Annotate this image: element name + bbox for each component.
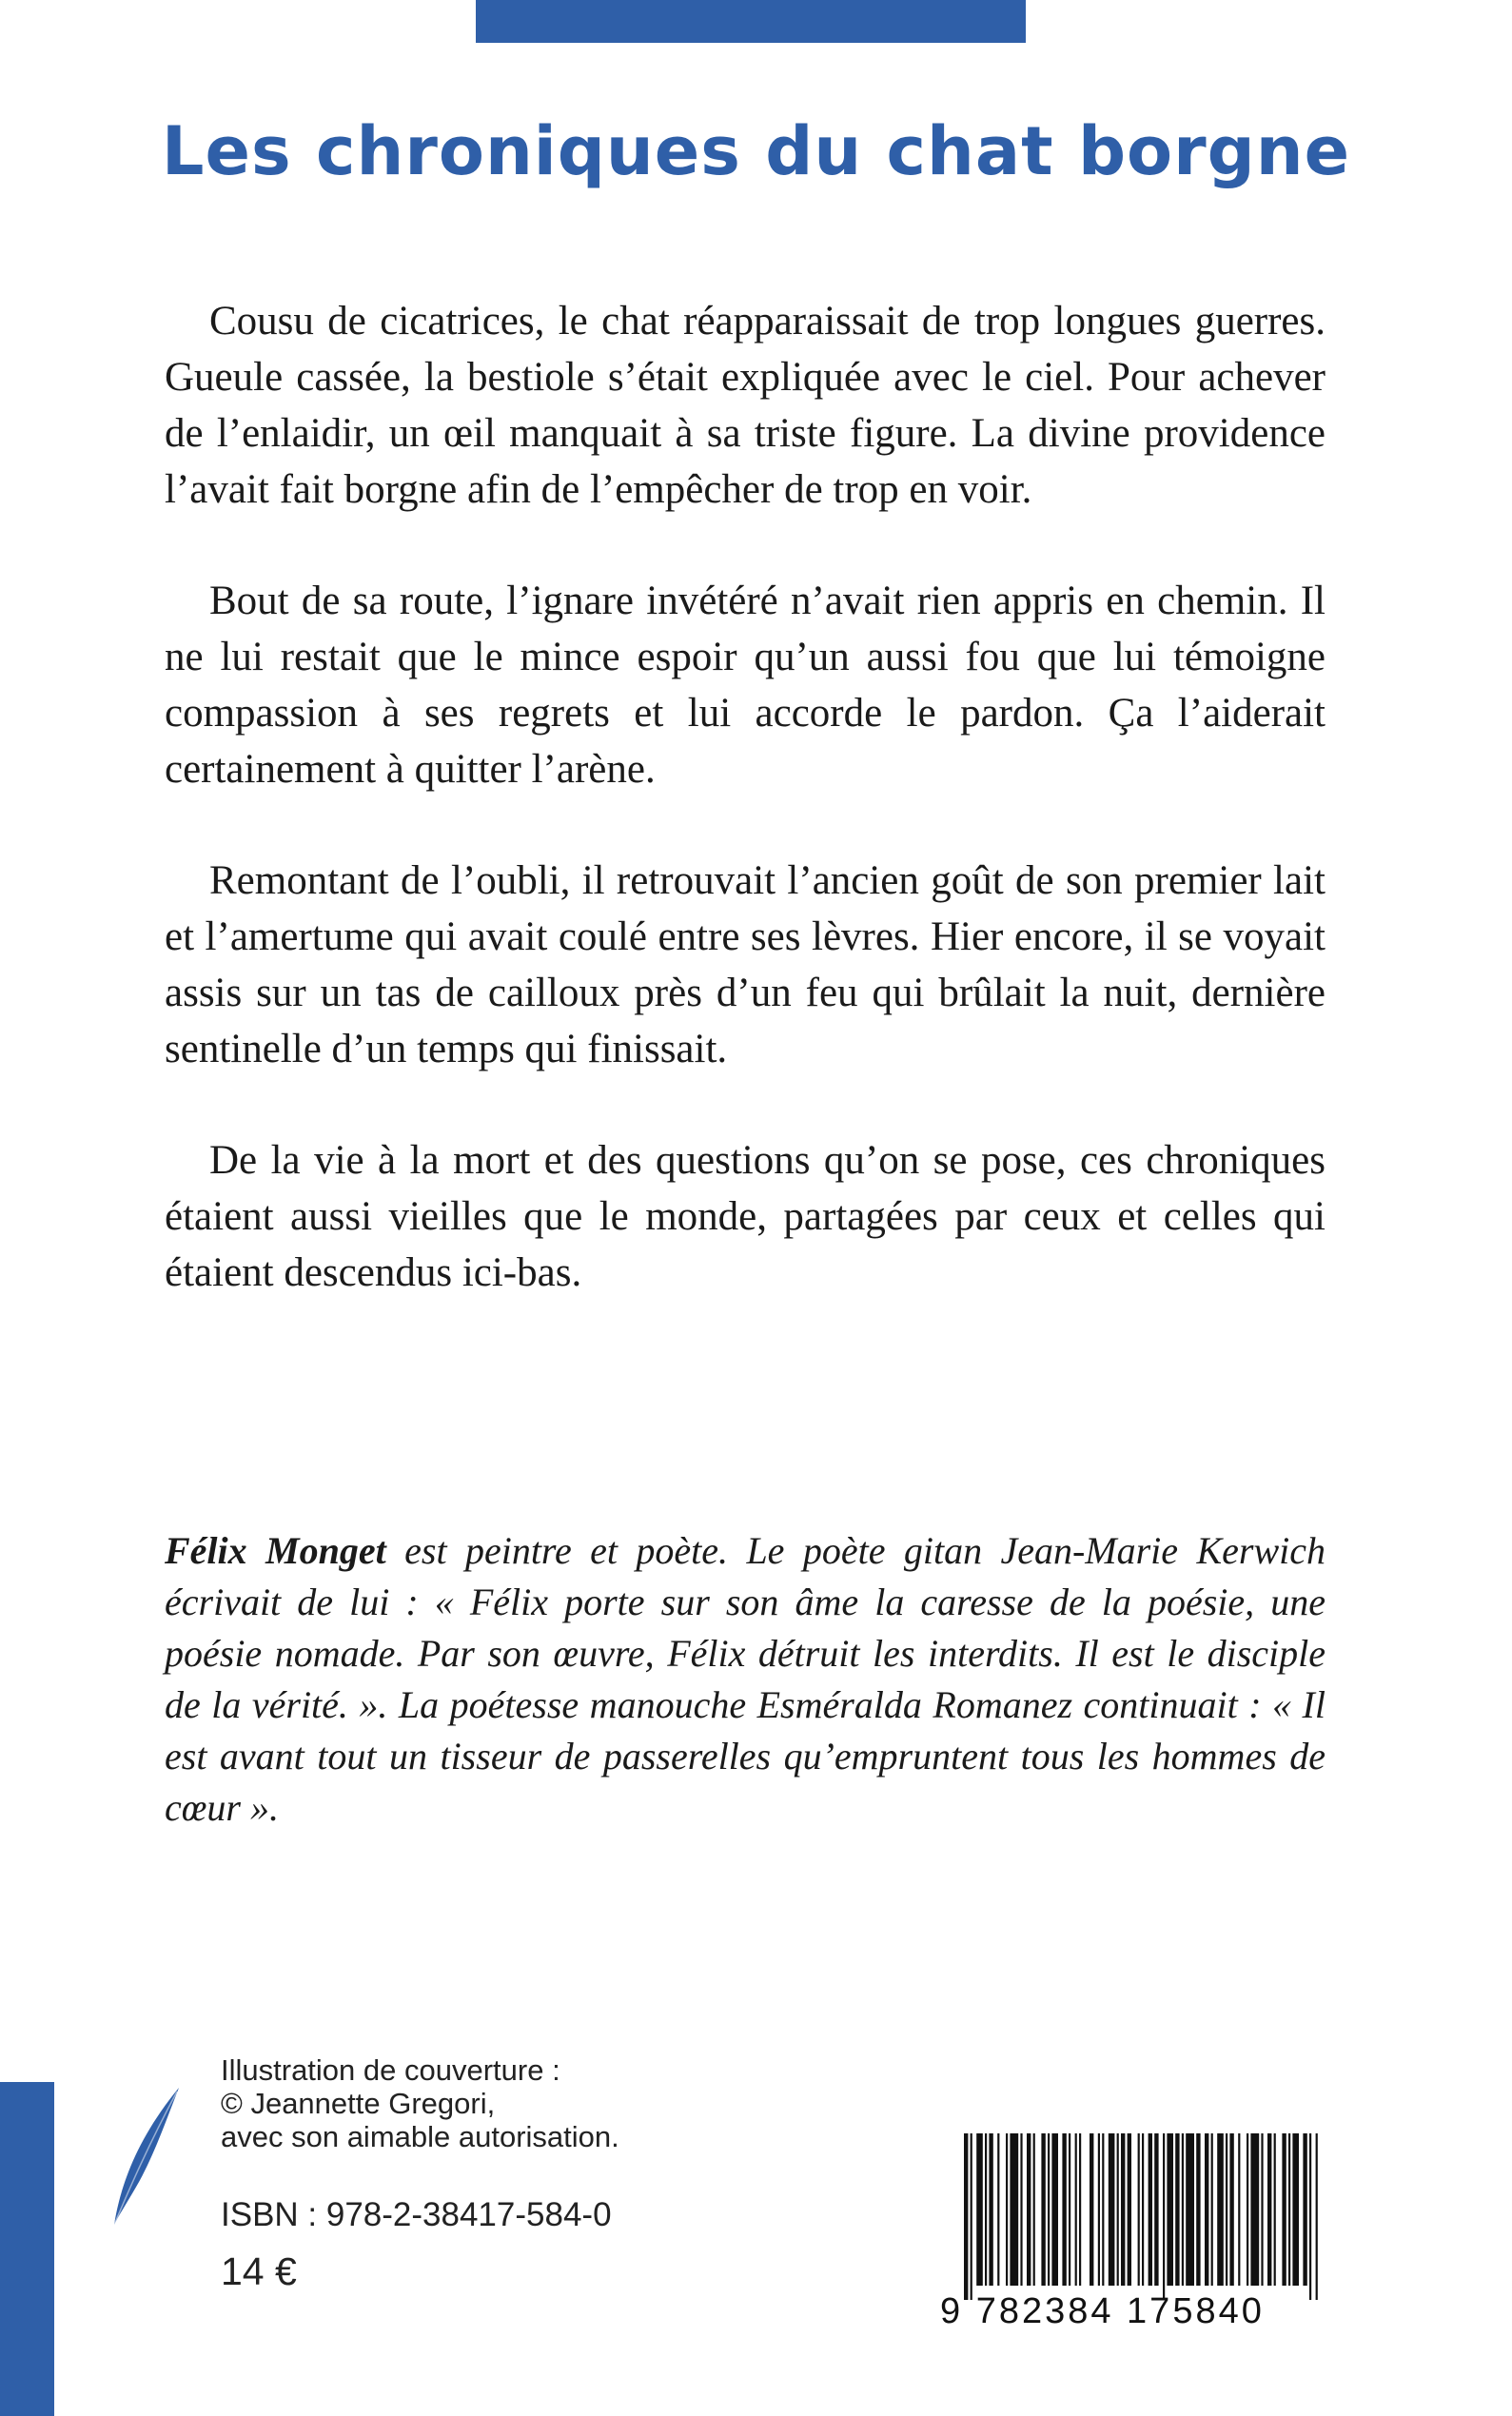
author-bio-text: est peintre et poète. Le poète gitan Jean-Marie Kerwich écrivait de lui : « Félix porte sur son âme la caresse de la poésie, une poésie nomade. Par son œuvre, Félix détruit les interdits. Il est le disciple de la vérité. ». La poétesse manouche Esméralda Romanez continuait : « Il est avant tout un tisseur de passerelles qu’empruntent tous les hommes de cœur ».: [165, 1529, 1325, 1829]
barcode-bar: [1062, 2133, 1066, 2286]
barcode-bar: [1142, 2133, 1144, 2286]
barcode-bar: [1267, 2133, 1271, 2286]
barcode-bar: [964, 2133, 968, 2300]
barcode-bar: [1048, 2133, 1050, 2286]
price: 14 €: [221, 2249, 297, 2293]
barcode-bar: [1090, 2133, 1093, 2286]
barcode-bar: [1316, 2133, 1318, 2300]
top-accent-bar: [476, 0, 1026, 43]
barcode-bar: [1041, 2133, 1045, 2286]
barcode-bar: [1154, 2133, 1158, 2286]
barcode-bar: [1149, 2133, 1152, 2286]
barcode-bar: [1282, 2133, 1286, 2286]
barcode-bar: [971, 2133, 972, 2300]
barcode-bar: [1211, 2133, 1213, 2286]
barcode-bar: [976, 2133, 983, 2286]
barcode-bar: [1217, 2133, 1224, 2286]
barcode-bar: [985, 2133, 987, 2286]
barcode-bar: [1102, 2133, 1104, 2286]
barcode: [937, 2133, 1327, 2314]
barcode-bar: [1196, 2133, 1200, 2286]
barcode-bar: [1261, 2133, 1263, 2286]
credits-line: © Jeannette Gregori,: [221, 2087, 496, 2120]
author-bio: [165, 1525, 1325, 1834]
barcode-bar: [1128, 2133, 1131, 2286]
barcode-digits: 9 782384 175840: [940, 2291, 1265, 2331]
book-title: Les chroniques du chat borgne: [161, 112, 1351, 190]
blurb-paragraph: De la vie à la mort et des questions qu’on se pose, ces chroniques étaient aussi vieilles que le monde, partagées par ceux et celles qui étaient descendus ici-bas.: [165, 1138, 1325, 1295]
barcode-bar: [1079, 2133, 1081, 2286]
barcode-bar: [1006, 2133, 1008, 2286]
barcode-bar: [1163, 2133, 1165, 2300]
blurb-paragraph: Bout de sa route, l’ignare invétéré n’avait rien appris en chemin. Il ne lui restait que le mince espoir qu’un aussi fou que lui témoigne compassion à ses regrets et lui accorde le pardon. Ça l’aiderait certainement à quitter l’arène.: [165, 579, 1325, 792]
barcode-bar: [1226, 2133, 1227, 2286]
barcode-bar: [1098, 2133, 1100, 2286]
barcode-bar: [1247, 2133, 1248, 2286]
barcode-bar: [1186, 2133, 1194, 2286]
barcode-bar: [989, 2133, 992, 2286]
barcode-bar: [1288, 2133, 1290, 2286]
isbn-number: ISBN : 978-2-38417-584-0: [221, 2196, 612, 2233]
barcode-bar: [1292, 2133, 1299, 2286]
barcode-bar: [1182, 2133, 1184, 2286]
credits-line: Illustration de couverture :: [221, 2053, 560, 2087]
barcode-bar: [1229, 2133, 1233, 2286]
barcode-bar: [1075, 2133, 1077, 2286]
barcode-bar: [997, 2133, 999, 2286]
barcode-bar: [1175, 2133, 1179, 2286]
blurb-paragraph: Cousu de cicatrices, le chat réapparaissait de trop longues guerres. Gueule cassée, la bestiole s’était expliquée avec le ciel. Pour achever de l’enlaidir, un œil manquait à sa triste figure. La divine providence l’avait fait borgne afin de l’empêcher de trop en voir.: [165, 299, 1325, 512]
cover-credits: [221, 2053, 619, 2153]
barcode-bar: [1069, 2133, 1070, 2286]
barcode-bar: [1020, 2133, 1022, 2286]
barcode-bar: [1250, 2133, 1259, 2286]
barcode-bar: [1274, 2133, 1276, 2286]
barcode-bar: [1167, 2133, 1173, 2286]
barcode-bar: [1051, 2133, 1058, 2286]
blurb-paragraph: Remontant de l’oubli, il retrouvait l’ancien goût de son premier lait et l’amertume qui avait coulé entre ses lèvres. Hier encore, il se voyait assis sur un tas de cailloux près d’un feu qui brûlait la nuit, dernière sentinelle d’un temps qui finissait.: [165, 858, 1325, 1071]
barcode-bar: [1027, 2133, 1031, 2286]
feather-icon: [107, 2084, 183, 2227]
barcode-bar: [1303, 2133, 1306, 2286]
barcode-bar: [1238, 2133, 1240, 2286]
credits-line: avec son aimable autorisation.: [221, 2120, 619, 2153]
barcode-bar: [1010, 2133, 1018, 2286]
bottom-accent-bar: [0, 2082, 54, 2416]
back-cover-blurb: [165, 293, 1325, 1356]
barcode-bar: [1109, 2133, 1115, 2286]
barcode-bar: [1033, 2133, 1035, 2286]
barcode-bar: [1121, 2133, 1125, 2286]
barcode-bar: [1117, 2133, 1119, 2286]
barcode-bar: [1138, 2133, 1140, 2286]
barcode-bar: [1205, 2133, 1208, 2286]
barcode-bar: [1309, 2133, 1311, 2300]
author-name: Félix Monget: [165, 1529, 386, 1572]
